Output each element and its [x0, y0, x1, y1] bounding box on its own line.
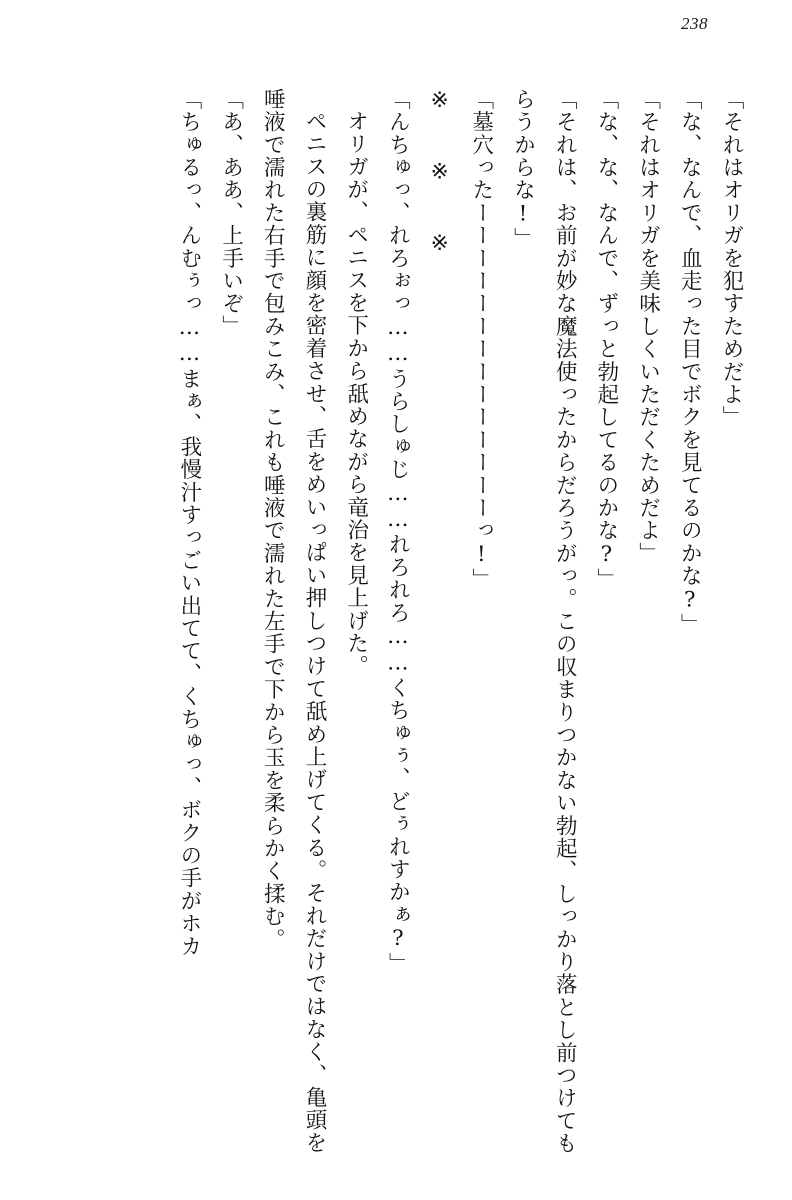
page-number: 238 — [681, 14, 708, 33]
paragraph: オリガが、ペニスを下から舐めながら竜治を見上げた。 — [343, 109, 369, 677]
paragraph: 「な、なんで、血走った目でボクを見てるのかな?」 — [677, 88, 703, 637]
paragraph: 「墓穴ったーーーーーーーーーーーーーーっ!」 — [468, 88, 494, 591]
paragraph: 「それは、お前が妙な魔法使ったからだろうがっ。この収まりつかない勃起、しっかり落とし前つけてもらうからな!」 — [510, 88, 578, 1155]
paragraph: 「それはオリガを美味しくいただくためだよ」 — [635, 88, 661, 565]
page-body-text — [40, 88, 752, 1160]
scene-separator: ※ ※ ※ — [427, 88, 453, 258]
paragraph: ペニスの裏筋に顔を密着させ、舌をめいっぱい押しつけて舐め上げてくる。それだけではなく、亀頭を唾液で濡れた右手で包みこみ、これも唾液で濡れた左手で下から玉を柔らかく揉む。 — [260, 88, 327, 1154]
paragraph: 「あ、ああ、上手いぞ」 — [218, 88, 244, 338]
paragraph: 「ちゅるっ、んむぅっ……まぁ、我慢汁すっごい出てて、くちゅっ、ボクの手がホカ — [176, 88, 202, 958]
paragraph: 「んちゅっ、れろぉっ……うらしゅじ……れろれろ……くちゅぅ、どぅれすかぁ?」 — [385, 88, 411, 976]
paragraph: 「それはオリガを犯すためだよ」 — [719, 88, 744, 429]
paragraph: 「な、な、なんで、ずっと勃起してるのかな?」 — [593, 88, 619, 591]
